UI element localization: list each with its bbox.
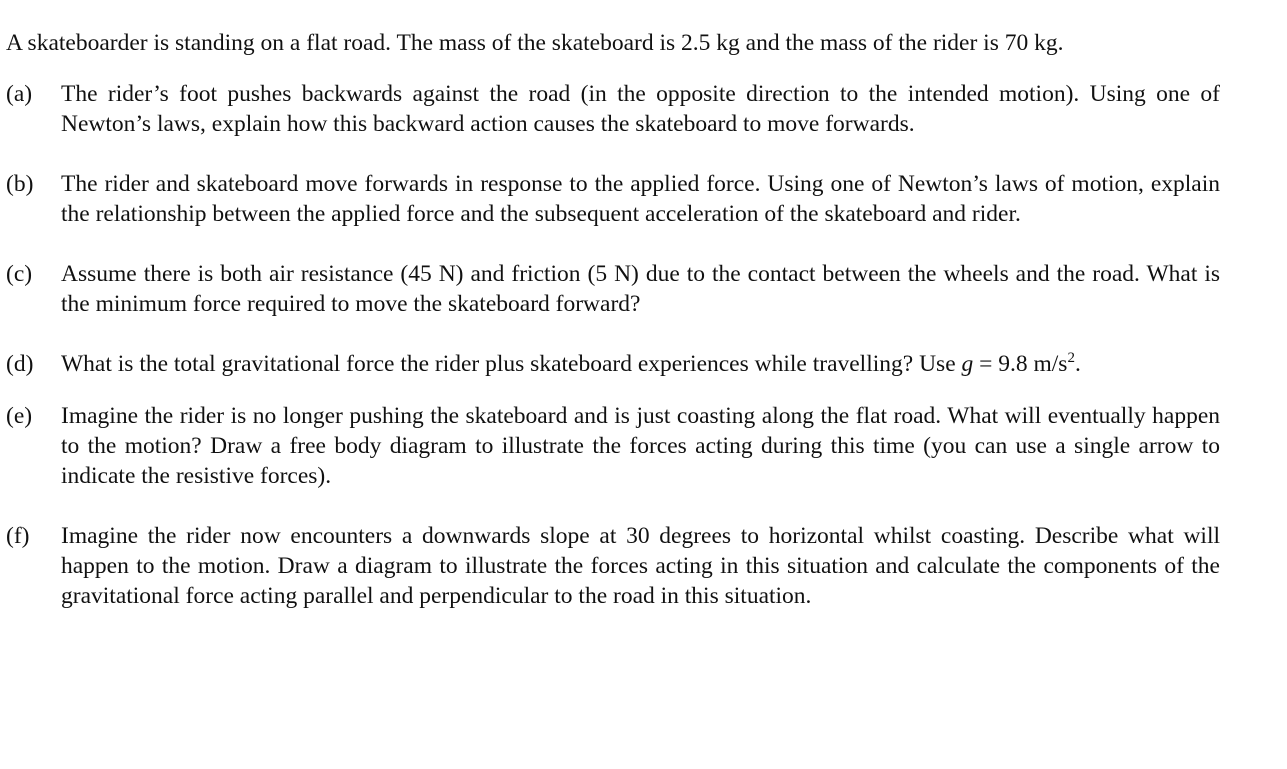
part-b (6, 169, 1220, 229)
gravity-value: = 9.8 m/s (973, 351, 1068, 377)
part-d (6, 349, 1220, 379)
part-a-text: The rider’s foot pushes backwards against the road (in the opposite direction to the intended motion). Using one of Newton’s laws, explain how this backward action causes the skateboard to move forwards. (61, 81, 1220, 137)
part-d-text (61, 349, 1220, 379)
part-d-text-after: . (1074, 351, 1081, 377)
gravity-exponent: 2 (1067, 350, 1075, 367)
problem-intro: A skateboarder is standing on a flat road. The mass of the skateboard is 2.5 kg and the mass of the rider is 70 kg. (6, 30, 1064, 56)
problem-document (6, 28, 1220, 611)
part-e (6, 401, 1220, 491)
part-b-text: The rider and skateboard move forwards in response to the applied force. Using one of Newton’s laws of motion, explain the relationship between the applied force and the subsequent acceleration of the skateboard and rider. (61, 171, 1220, 227)
part-f-label: (f) (6, 523, 30, 549)
part-d-text-before: What is the total gravitational force the rider plus skateboard experiences while travelling? Use (61, 351, 962, 377)
part-c-label: (c) (6, 261, 33, 287)
part-e-label: (e) (6, 403, 33, 429)
part-a-label: (a) (6, 81, 33, 107)
part-f-text: Imagine the rider now encounters a downwards slope at 30 degrees to horizontal whilst coasting. Describe what will happen to the motion. Draw a diagram to illustrate the forces acting in this situation and calculate the components of the gravitational force acting parallel and perpendicular to the road in this situation. (61, 523, 1220, 609)
part-c (6, 259, 1220, 319)
part-c-text: Assume there is both air resistance (45 N) and friction (5 N) due to the contact between the wheels and the road. What is the minimum force required to move the skateboard forward? (61, 261, 1220, 317)
part-a (6, 79, 1220, 139)
part-b-label: (b) (6, 171, 34, 197)
gravity-symbol: g (961, 351, 974, 377)
part-d-label: (d) (6, 351, 34, 377)
part-f (6, 521, 1220, 611)
part-e-text: Imagine the rider is no longer pushing the skateboard and is just coasting along the flat road. What will eventually happen to the motion? Draw a free body diagram to illustrate the forces acting during this time (you can use a single arrow to indicate the resistive forces). (61, 403, 1220, 489)
